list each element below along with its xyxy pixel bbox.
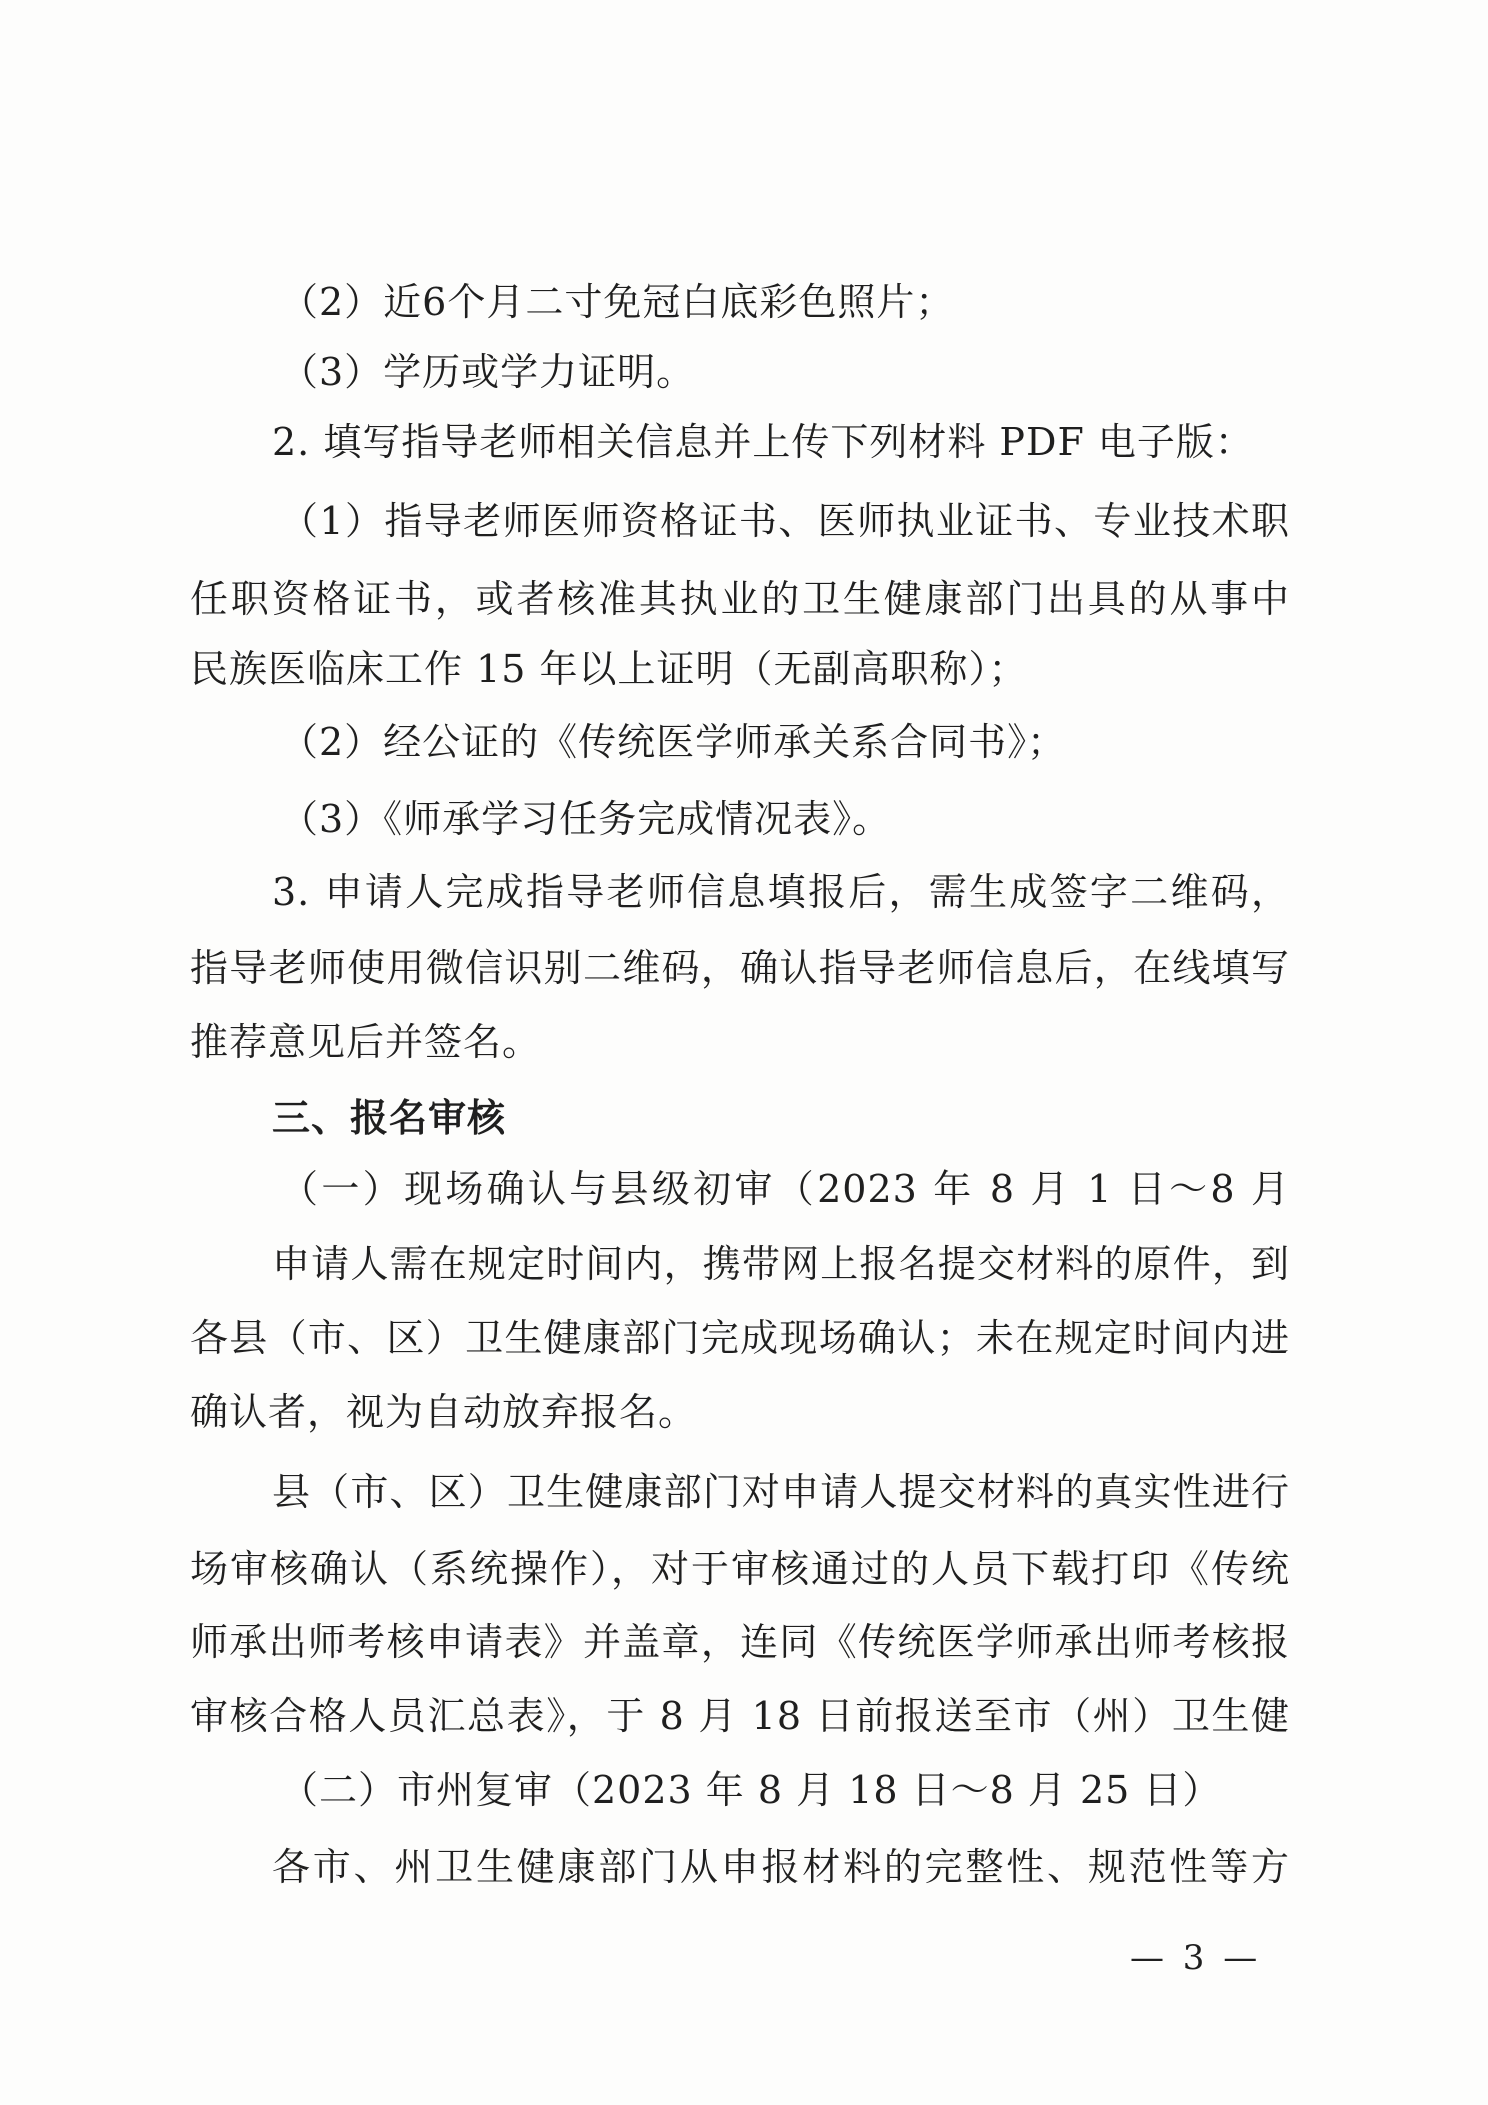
subsection-heading: （二）市州复审（2023 年 8 月 18 日～8 月 25 日） [280,1768,1222,1812]
text-line: 师承出师考核申请表》并盖章，连同《传统医学师承出师考核报 [190,1620,1290,1664]
text-line: 民族医临床工作 15 年以上证明（无副高职称）； [190,647,1028,691]
text-line: 指导老师使用微信识别二维码，确认指导老师信息后，在线填写 [190,946,1290,990]
text-line: 各市、州卫生健康部门从申报材料的完整性、规范性等方 [272,1845,1290,1889]
text-line: （1）指导老师医师资格证书、医师执业证书、专业技术职 [280,499,1290,543]
text-line: 2. 填写指导老师相关信息并上传下列材料 PDF 电子版： [272,420,1254,464]
text-line: 各县（市、区）卫生健康部门完成现场确认；未在规定时间内进 [190,1316,1290,1360]
text-line: 3. 申请人完成指导老师信息填报后，需生成签字二维码， [272,870,1290,914]
text-line: 确认者，视为自动放弃报名。 [190,1390,698,1434]
text-line: （3）学历或学力证明。 [280,350,696,394]
page-number: — 3 — [1130,1938,1262,1978]
text-line: （3）《师承学习任务完成情况表》。 [280,797,892,841]
text-line: 审核合格人员汇总表》，于 8 月 18 日前报送至市（州）卫生健 [190,1694,1290,1738]
text-line: 场审核确认（系统操作），对于审核通过的人员下载打印《传统 [190,1547,1290,1591]
text-line: 推荐意见后并签名。 [190,1020,542,1064]
text-line: （2）近6个月二寸免冠白底彩色照片； [280,280,955,324]
text-line: 县（市、区）卫生健康部门对申请人提交材料的真实性进行 [272,1470,1290,1514]
subsection-heading: （一）现场确认与县级初审（2023 年 8 月 1 日～8 月 [280,1167,1290,1211]
section-heading: 三、报名审核 [272,1096,507,1140]
text-line: 申请人需在规定时间内，携带网上报名提交材料的原件，到 [272,1242,1290,1286]
text-line: 任职资格证书，或者核准其执业的卫生健康部门出具的从事中 [190,577,1290,621]
text-line: （2）经公证的《传统医学师承关系合同书》； [280,720,1067,764]
